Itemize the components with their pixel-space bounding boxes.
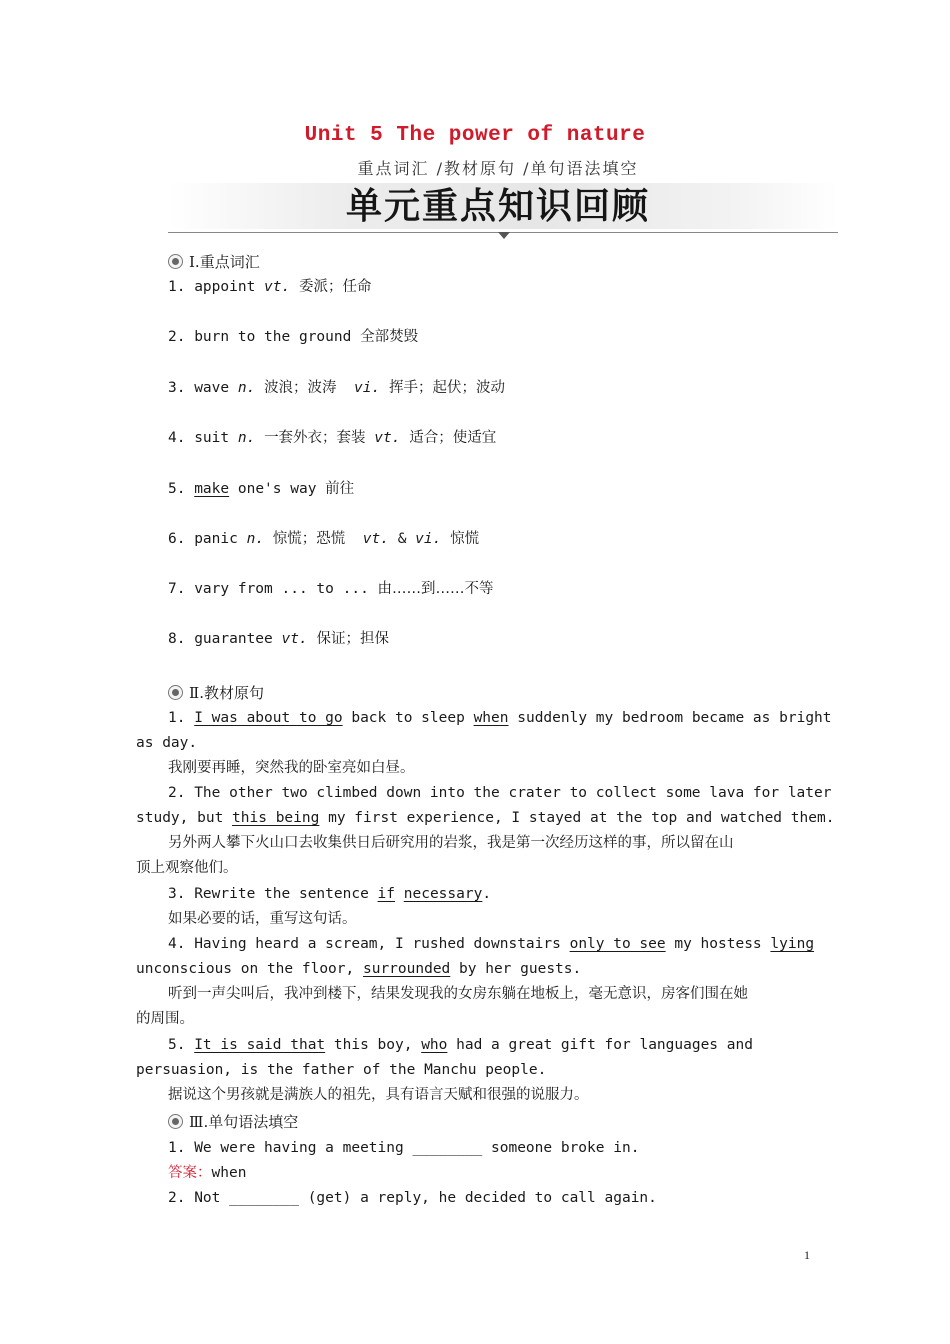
unit-title: Unit 5 The power of nature: [304, 124, 646, 147]
vocab-item: 1. appoint vt. 委派；任命: [168, 279, 372, 295]
exercise-question: 2. Not ________ (get) a reply, he decided to call again.: [168, 1190, 657, 1206]
target-icon: [168, 685, 183, 700]
translation-line: 另外两人攀下火山口去收集供日后研究用的岩浆，我是第一次经历这样的事，所以留在山: [168, 835, 734, 851]
sentence-line: unconscious on the floor, surrounded by her guests.: [136, 961, 582, 977]
vocab-item: 8. guarantee vt. 保证；担保: [168, 631, 389, 647]
banner-subtitle: 重点词汇 /教材原句 /单句语法填空: [357, 159, 639, 178]
exercise-question: 1. We were having a meeting ________ someone broke in.: [168, 1140, 640, 1156]
vocab-item: 3. wave n. 波浪；波涛 vi. 挥手；起伏；波动: [168, 380, 505, 396]
sentence-line: 5. It is said that this boy, who had a great gift for languages and: [168, 1037, 753, 1053]
translation-line: 的周围。: [136, 1011, 194, 1027]
banner-notch-icon: [498, 232, 510, 239]
vocab-item: 2. burn to the ground 全部焚毁: [168, 329, 419, 345]
section-heading-textbook-sentences: Ⅱ.教材原句: [168, 681, 264, 703]
vocab-item: 4. suit n. 一套外衣；套装 vt. 适合；使适宜: [168, 430, 497, 446]
exercise-answer: 答案：when: [168, 1165, 247, 1181]
page-number: 1: [804, 1248, 810, 1262]
section-heading-grammar-fill: Ⅲ.单句语法填空: [168, 1110, 298, 1132]
banner-title: 单元重点知识回顾: [345, 186, 650, 227]
sentence-line: 2. The other two climbed down into the crater to collect some lava for later: [168, 785, 832, 801]
sentence-line: 4. Having heard a scream, I rushed downstairs only to see my hostess lying: [168, 936, 815, 952]
vocab-item: 7. vary from ... to ... 由……到……不等: [168, 581, 494, 597]
translation-line: 听到一声尖叫后，我冲到楼下，结果发现我的女房东躺在地板上，毫无意识，房客们围在她: [168, 986, 748, 1002]
translation-line: 据说这个男孩就是满族人的祖先，具有语言天赋和很强的说服力。: [168, 1087, 589, 1103]
vocab-item: 6. panic n. 惊慌；恐慌 vt. & vi. 惊慌: [168, 531, 480, 547]
sentence-line: persuasion, is the father of the Manchu people.: [136, 1062, 547, 1078]
sentence-line: study, but this being my first experience, I stayed at the top and watched them.: [136, 810, 835, 826]
target-icon: [168, 254, 183, 269]
target-icon: [168, 1114, 183, 1129]
vocab-item: 5. make one's way 前往: [168, 481, 355, 497]
sentence-line: 1. I was about to go back to sleep when suddenly my bedroom became as bright: [168, 710, 832, 726]
translation-line: 顶上观察他们。: [136, 860, 238, 876]
sentence-line: 3. Rewrite the sentence if necessary.: [168, 886, 492, 902]
section-heading-vocabulary: Ⅰ.重点词汇: [168, 250, 260, 272]
translation-line: 如果必要的话，重写这句话。: [168, 911, 357, 927]
translation-line: 我刚要再睡，突然我的卧室亮如白昼。: [168, 760, 415, 776]
sentence-line: as day.: [136, 735, 198, 751]
